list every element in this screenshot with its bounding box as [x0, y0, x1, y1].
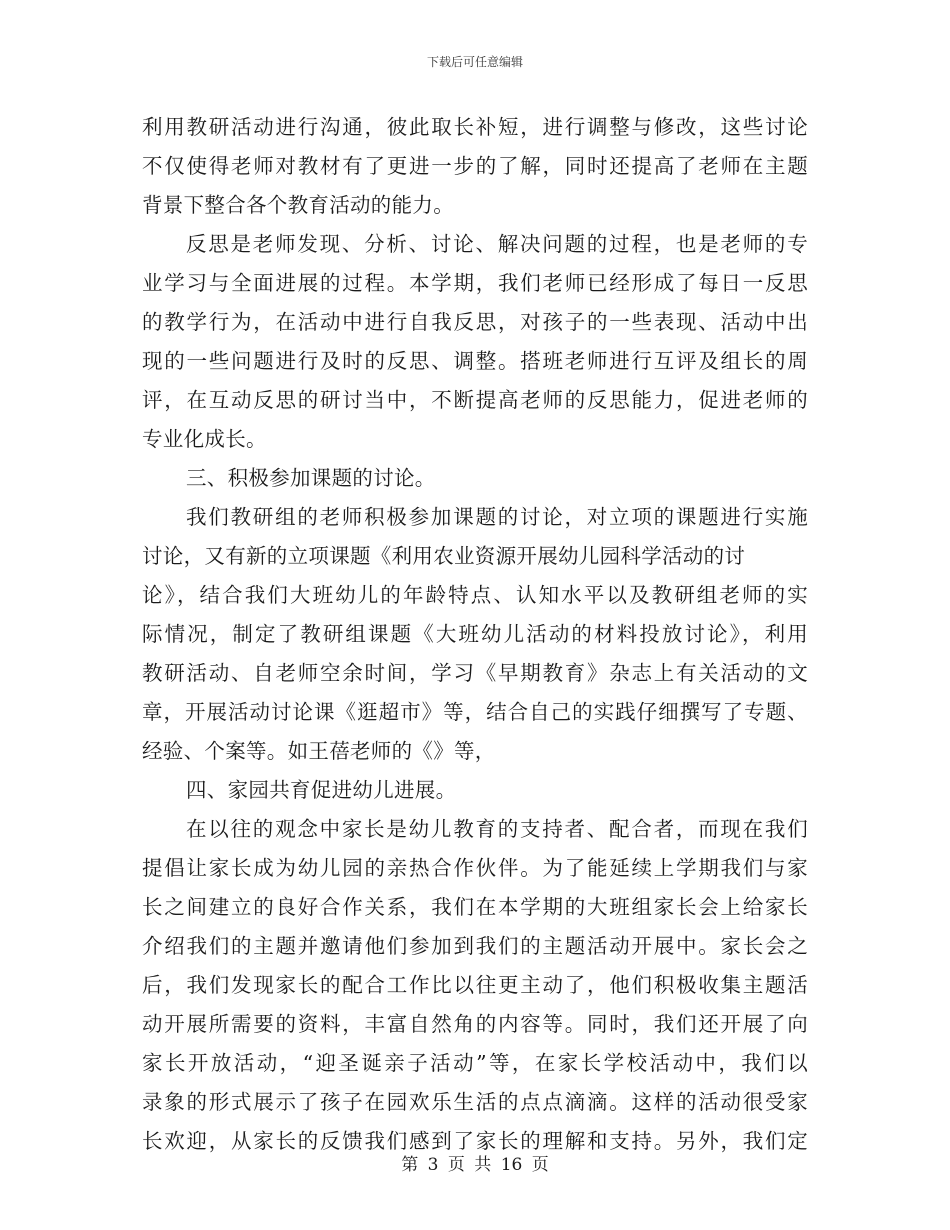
text-line: 不仅使得老师对教材有了更进一步的了解，同时还提高了老师在主题 — [142, 154, 808, 178]
text-line: 际情况，制定了教研组课题《大班幼儿活动的材料投放讨论》，利用 — [142, 622, 808, 646]
text-line: 的教学行为，在活动中进行自我反思，对孩子的一些表现、活动中出 — [142, 310, 808, 334]
text-line: 利用教研活动进行沟通，彼此取长补短，进行调整与修改，这些讨论 — [142, 115, 808, 139]
text-line: 录象的形式展示了孩子在园欢乐生活的点点滴滴。这样的活动很受家 — [142, 1090, 808, 1114]
text-line: 反思是老师发现、分析、讨论、解决问题的过程，也是老师的专 — [186, 232, 808, 256]
text-line: 讨论，又有新的立项课题《利用农业资源开展幼儿园科学活动的讨 — [142, 544, 746, 568]
text-line: 章，开展活动讨论课《逛超市》等，结合自己的实践仔细撰写了专题、 — [142, 700, 808, 724]
text-line: 家长开放活动，“迎圣诞亲子活动”等，在家长学校活动中，我们以 — [142, 1051, 808, 1075]
text-line: 论》，结合我们大班幼儿的年龄特点、认知水平以及教研组老师的实 — [142, 583, 808, 607]
text-line: 现的一些问题进行及时的反思、调整。搭班老师进行互评及组长的周 — [142, 349, 808, 373]
text-line: 长欢迎，从家长的反馈我们感到了家长的理解和支持。另外，我们定 — [142, 1129, 808, 1153]
text-line: 我们教研组的老师积极参加课题的讨论，对立项的课题进行实施 — [186, 505, 808, 529]
text-line: 长之间建立的良好合作关系，我们在本学期的大班组家长会上给家长 — [142, 895, 808, 919]
text-line: 在以往的观念中家长是幼儿教育的支持者、配合者，而现在我们 — [186, 817, 808, 841]
text-line: 三、积极参加课题的讨论。 — [186, 466, 436, 490]
text-line: 背景下整合各个教育活动的能力。 — [142, 193, 454, 217]
text-line: 介绍我们的主题并邀请他们参加到我们的主题活动开展中。家长会之 — [142, 934, 808, 958]
text-line: 评，在互动反思的研讨当中，不断提高老师的反思能力，促进老师的 — [142, 388, 808, 412]
text-line: 教研活动、自老师空余时间，学习《早期教育》杂志上有关活动的文 — [142, 661, 808, 685]
text-line: 四、家园共育促进幼儿进展。 — [186, 778, 457, 802]
document-body — [142, 108, 808, 1161]
page-number: 第 3 页 共 16 页 — [401, 1155, 549, 1175]
text-line: 动开展所需要的资料，丰富自然角的内容等。同时，我们还开展了向 — [142, 1012, 808, 1036]
text-line: 专业化成长。 — [142, 427, 267, 451]
text-line: 后，我们发现家长的配合工作比以往更主动了，他们积极收集主题活 — [142, 973, 808, 997]
text-line: 提倡让家长成为幼儿园的亲热合作伙伴。为了能延续上学期我们与家 — [142, 856, 808, 880]
text-line: 业学习与全面进展的过程。本学期，我们老师已经形成了每日一反思 — [142, 271, 808, 295]
header-note: 下载后可任意编辑 — [426, 55, 523, 69]
text-line: 经验、个案等。如王蓓老师的《》等， — [142, 739, 496, 763]
